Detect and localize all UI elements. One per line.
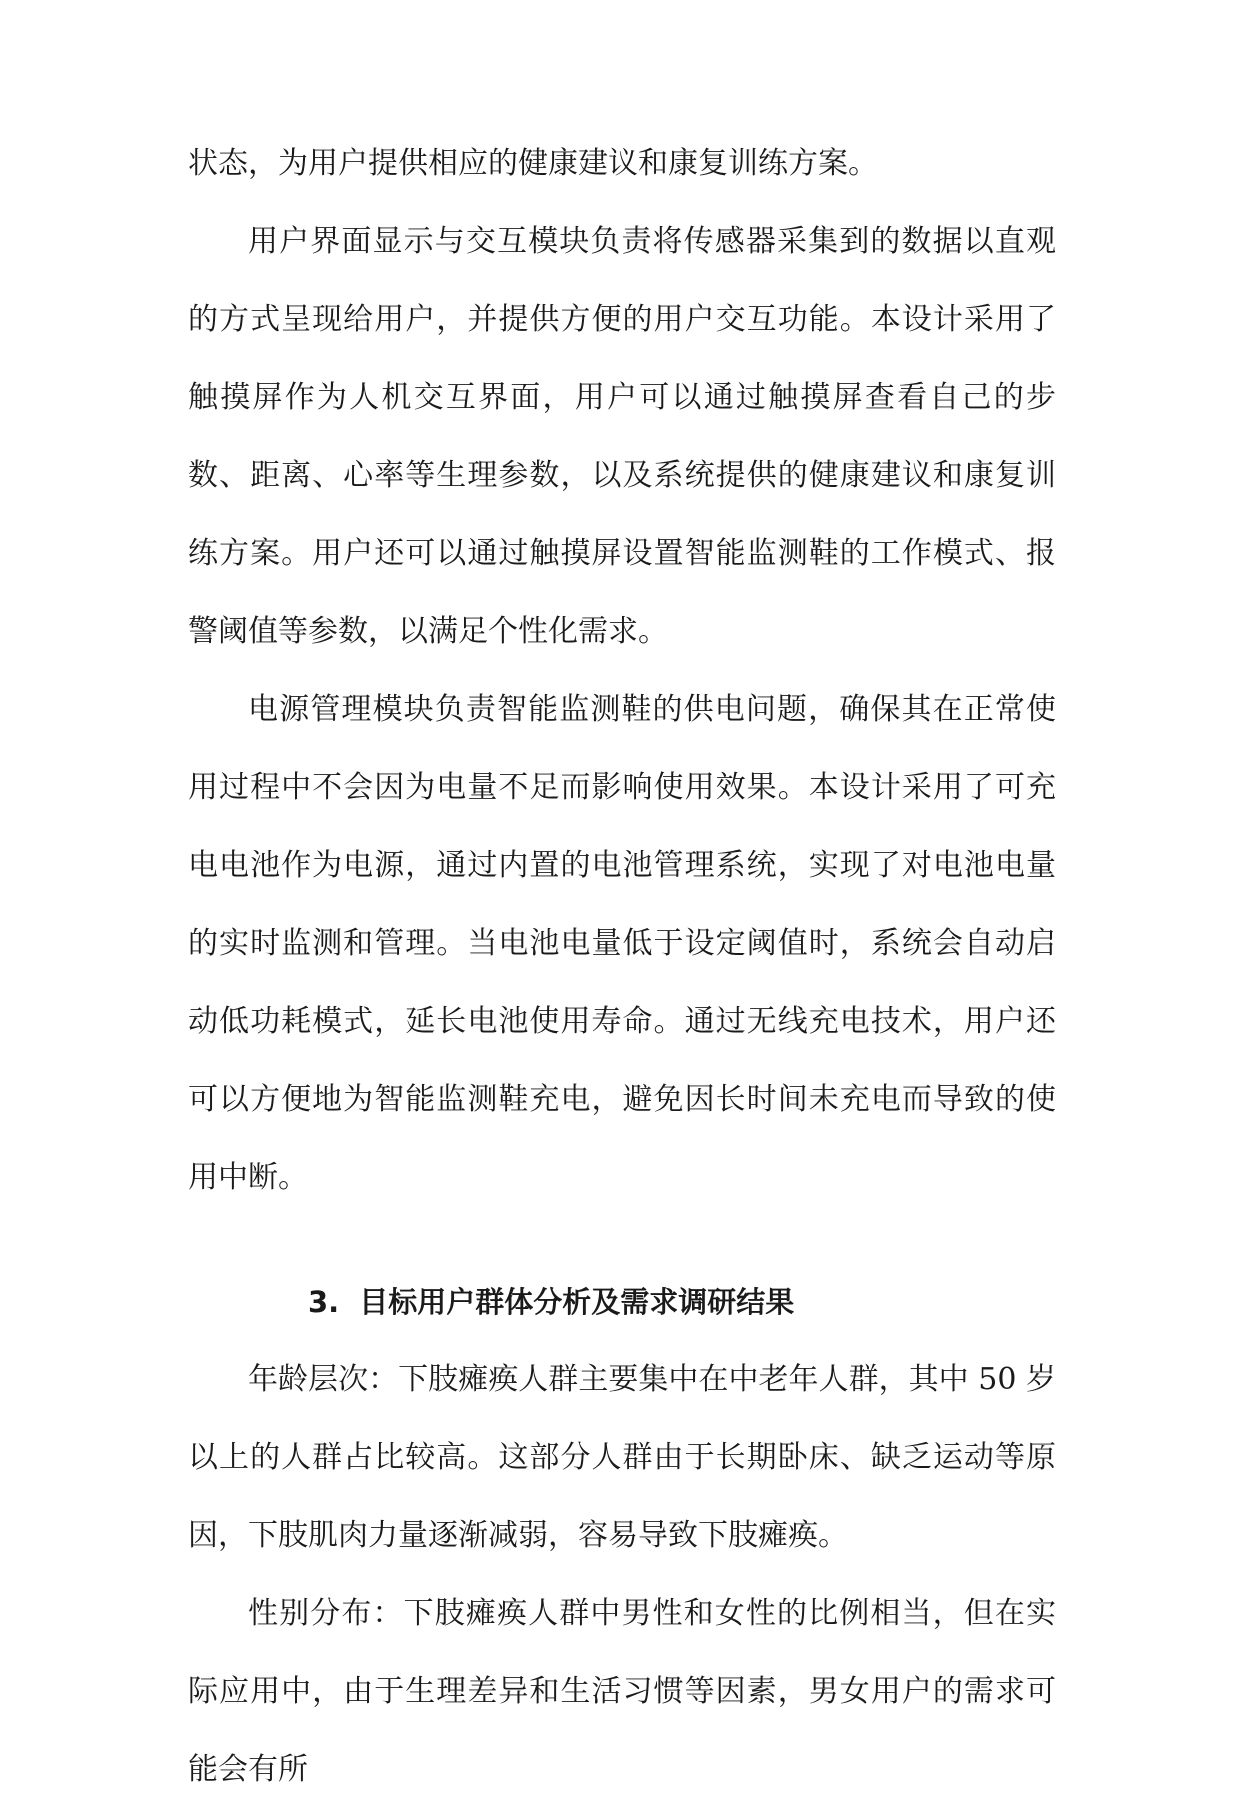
section-heading (188, 1263, 1056, 1341)
paragraph-ui-module: 用户界面显示与交互模块负责将传感器采集到的数据以直观的方式呈现给用户，并提供方便的用户交互功能。本设计采用了触摸屏作为人机交互界面，用户可以通过触摸屏查看自己的步数、距离、心率等生理参数，以及系统提供的健康建议和康复训练方案。用户还可以通过触摸屏设置智能监测鞋的工作模式、报警阈值等参数，以满足个性化需求。 (188, 224, 1056, 649)
paragraph-continuation: 状态，为用户提供相应的健康建议和康复训练方案。 (188, 146, 878, 181)
section-spacer (188, 1217, 1056, 1253)
paragraph-gender-distribution: 性别分布：下肢瘫痪人群中男性和女性的比例相当，但在实际应用中，由于生理差异和生活习惯等因素，男女用户的需求可能会有所 (188, 1596, 1056, 1787)
paragraph-age-level: 年龄层次：下肢瘫痪人群主要集中在中老年人群，其中 50 岁以上的人群占比较高。这部分人群由于长期卧床、缺乏运动等原因，下肢肌肉力量逐渐减弱，容易导致下肢瘫痪。 (188, 1362, 1056, 1553)
document-page (188, 125, 1056, 1809)
section-title: 目标用户群体分析及需求调研结果 (359, 1285, 795, 1319)
section-number: 3. (308, 1285, 340, 1319)
paragraph-power-module: 电源管理模块负责智能监测鞋的供电问题，确保其在正常使用过程中不会因为电量不足而影响使用效果。本设计采用了可充电电池作为电源，通过内置的电池管理系统，实现了对电池电量的实时监测和管理。当电池电量低于设定阈值时，系统会自动启动低功耗模式，延长电池使用寿命。通过无线充电技术，用户还可以方便地为智能监测鞋充电，避免因长时间未充电而导致的使用中断。 (188, 692, 1056, 1195)
